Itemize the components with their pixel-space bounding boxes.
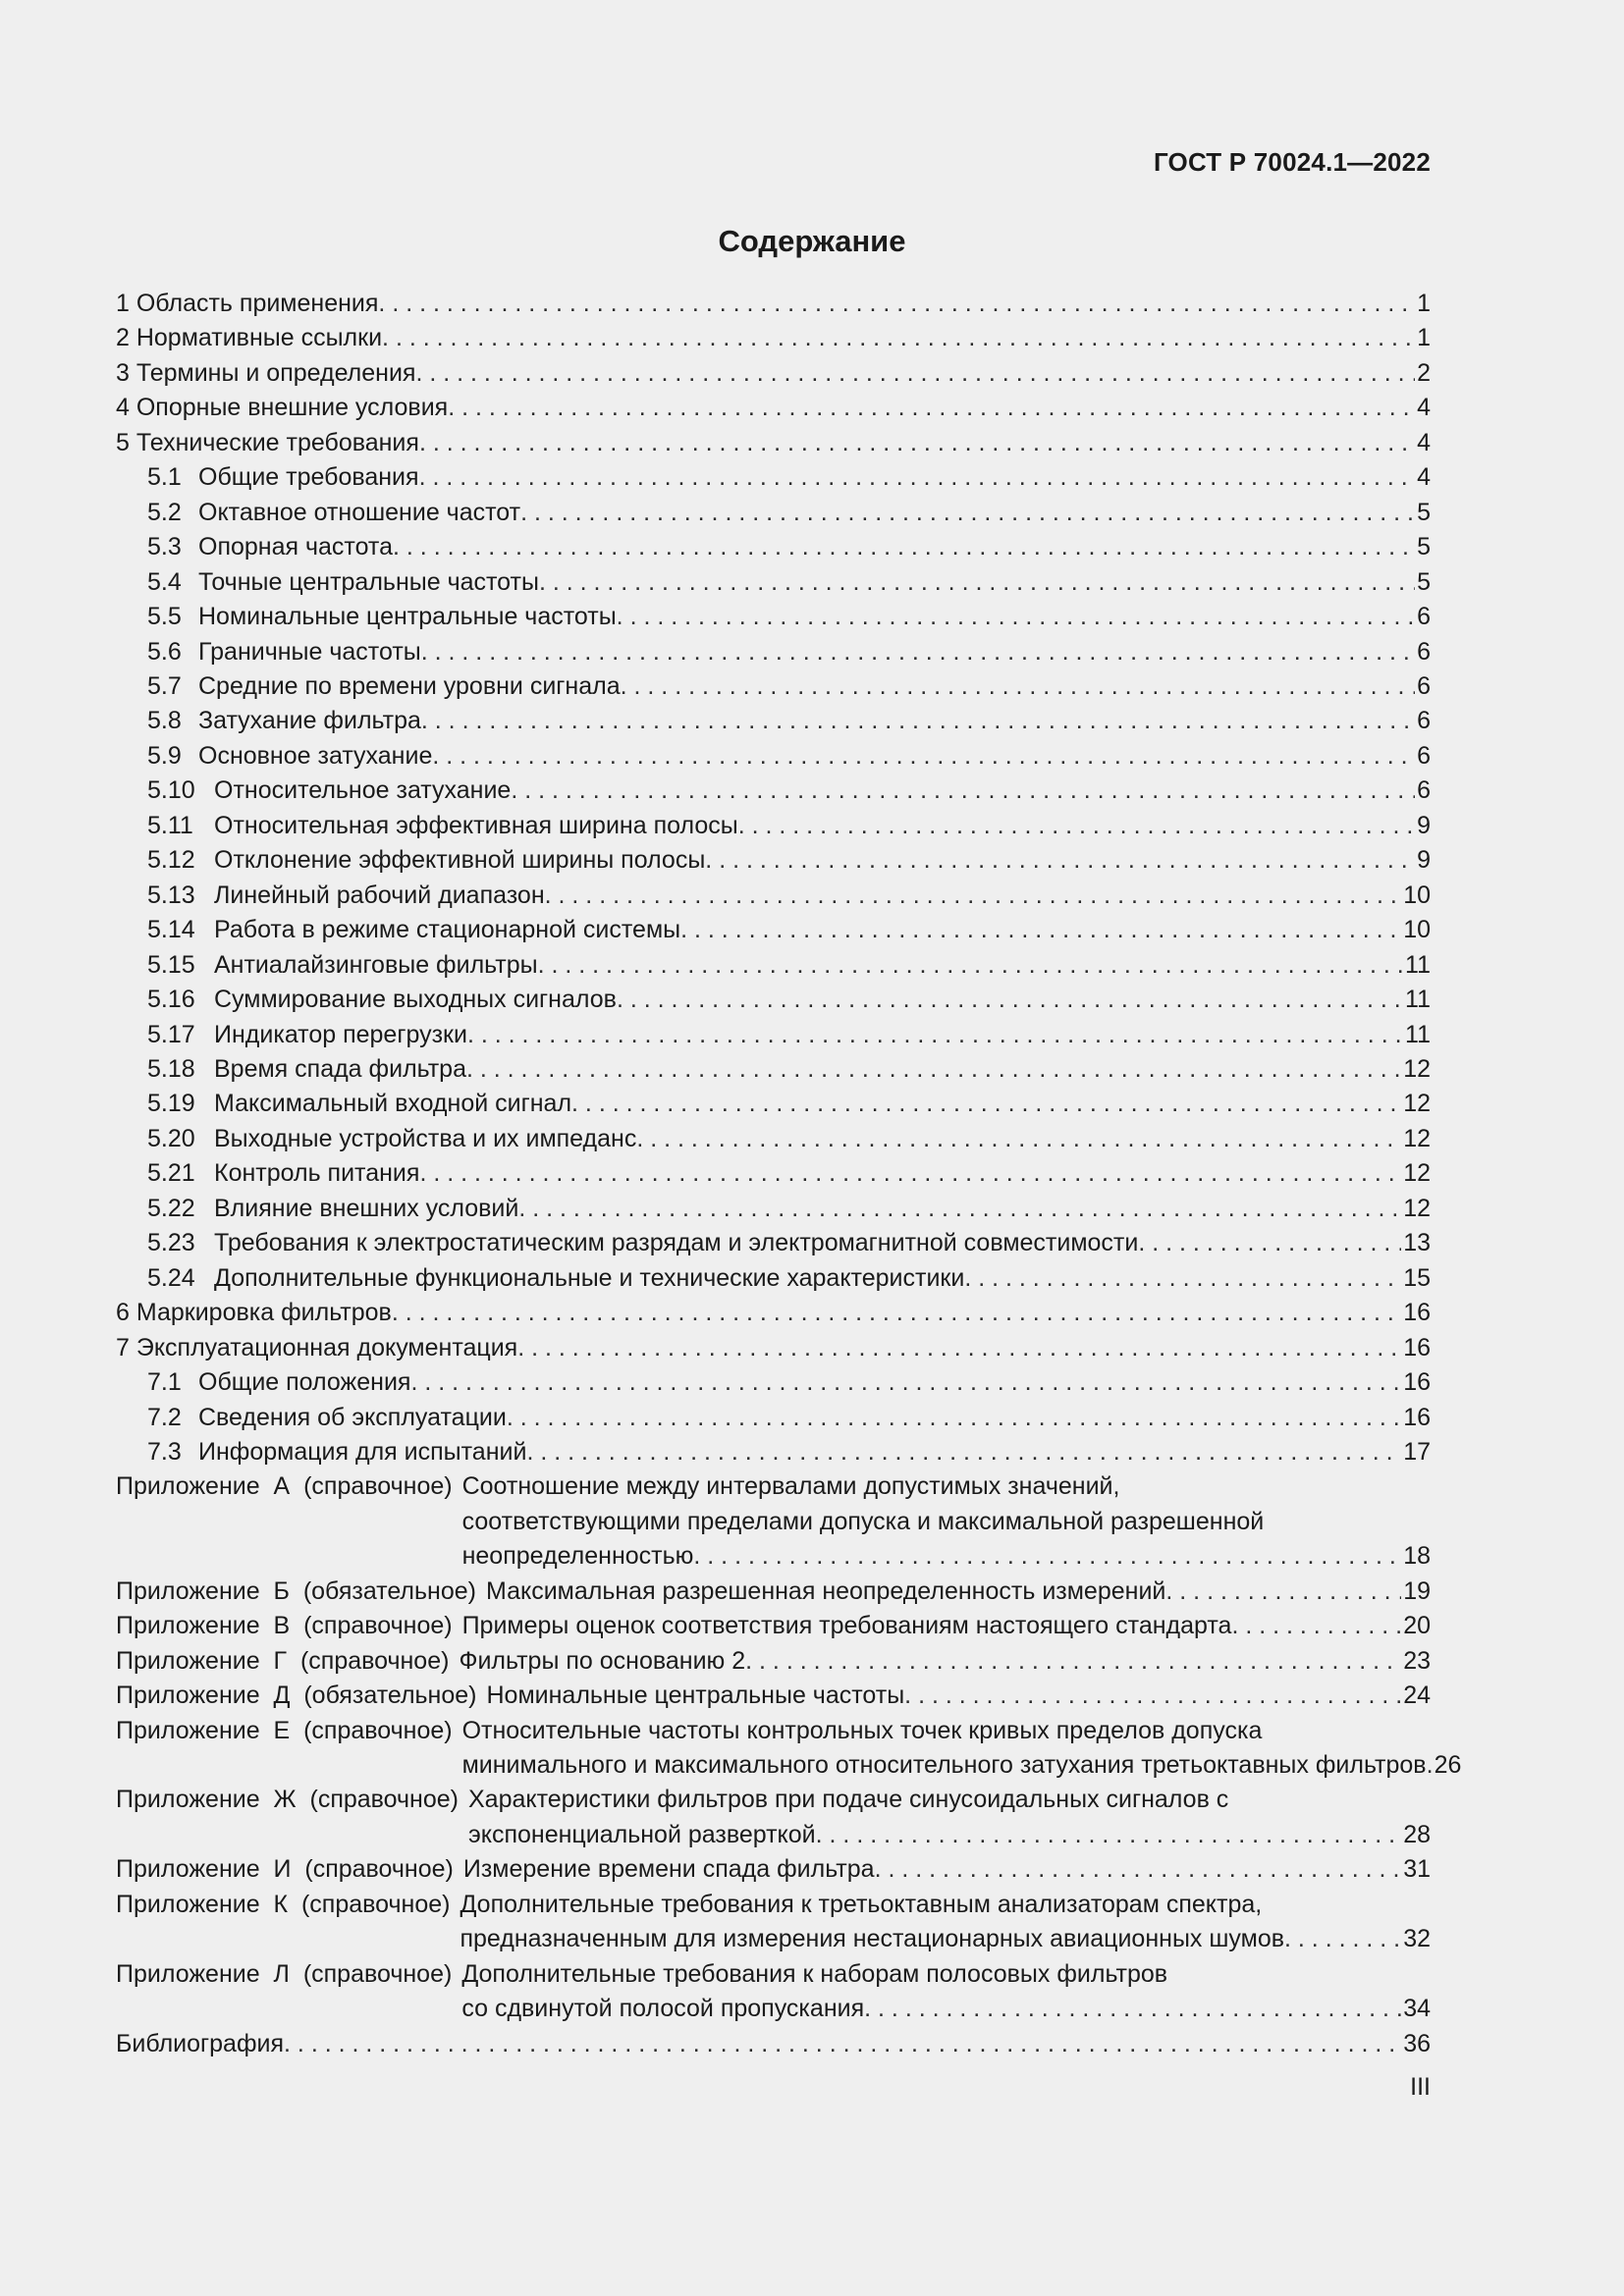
toc-entry-text: 6 Маркировка фильтров: [116, 1299, 392, 1327]
subsection-number: 5.7: [147, 671, 182, 700]
subsection-title: Индикатор перегрузки: [214, 1020, 467, 1048]
appendix-title-text: предназначенным для измерения нестационарных авиационных шумов: [460, 1925, 1285, 1953]
dot-leader: [816, 1818, 1402, 1852]
toc-page-number: 6: [1417, 637, 1431, 666]
toc-subsection[interactable]: [116, 1122, 1431, 1156]
toc-subsection-label: [147, 460, 419, 495]
dot-leader: [864, 1992, 1401, 2026]
toc-page-number: 16: [1403, 1299, 1431, 1327]
toc-appendix[interactable]: [116, 1679, 1431, 1713]
toc-page-number: 9: [1417, 811, 1431, 839]
subsection-title: Влияние внешних условий: [214, 1194, 519, 1222]
appendix-title-line: [462, 1609, 1431, 1643]
toc-page-number: 31: [1403, 1855, 1431, 1884]
toc-subsection[interactable]: [116, 983, 1431, 1017]
toc-page-number: 16: [1403, 1333, 1431, 1362]
toc-subsection-label: [147, 1087, 571, 1121]
dot-leader: [705, 843, 1415, 878]
appendix-title-line: [486, 1575, 1431, 1609]
dot-leader: [284, 2027, 1401, 2061]
dot-leader: [421, 704, 1415, 738]
appendix-label: Приложение Л (справочное): [116, 1959, 453, 1988]
appendix-label: Приложение Ж (справочное): [116, 1786, 459, 1814]
subsection-number: 5.21: [147, 1159, 195, 1188]
appendix-label: Приложение Б (обязательное): [116, 1576, 476, 1605]
appendix-title: [461, 1714, 1462, 1784]
dot-leader: [617, 983, 1403, 1017]
toc-subsection[interactable]: [116, 1261, 1431, 1296]
toc-section[interactable]: [116, 391, 1431, 425]
toc-page-number: 12: [1403, 1159, 1431, 1188]
toc-subsection-label: [147, 1156, 419, 1191]
toc-section[interactable]: [116, 1331, 1431, 1365]
toc-page-number: 5: [1417, 498, 1431, 526]
toc-page-number: 4: [1417, 463, 1431, 492]
subsection-number: 5.11: [147, 811, 193, 839]
subsection-title: Антиалайзинговые фильтры: [214, 950, 538, 979]
subsection-number: 5.14: [147, 916, 195, 944]
appendix-title-line: [459, 1644, 1431, 1679]
appendix-title-text: Измерение времени спада фильтра: [462, 1855, 875, 1884]
toc-page-number: 11: [1405, 950, 1431, 979]
dot-leader: [415, 356, 1415, 391]
appendix-label: Приложение Д (обязательное): [116, 1682, 477, 1710]
toc-subsection-label: [147, 948, 538, 983]
subsection-title: Информация для испытаний: [198, 1437, 527, 1466]
appendix-label: Приложение Г (справочное): [116, 1646, 450, 1675]
subsection-number: 5.6: [147, 637, 182, 666]
toc-appendix[interactable]: [116, 1469, 1431, 1574]
appendix-label: Приложение А (справочное): [116, 1472, 453, 1501]
dot-leader: [693, 1539, 1401, 1574]
appendix-title-line: [461, 1748, 1462, 1783]
toc-section[interactable]: [116, 1296, 1431, 1330]
toc-page-number: 12: [1403, 1090, 1431, 1118]
toc-page-number: 16: [1403, 1403, 1431, 1431]
dot-leader: [419, 1156, 1401, 1191]
page-number: III: [1410, 2073, 1431, 2101]
appendix-title: [462, 1609, 1431, 1643]
subsection-title: Основное затухание: [198, 741, 433, 770]
appendix-title-text: со сдвинутой полосой пропускания: [461, 1995, 865, 2023]
toc-subsection-label: [147, 669, 621, 704]
subsection-title: Выходные устройства и их импеданс: [214, 1124, 637, 1152]
appendix-title-text: Фильтры по основанию 2: [459, 1646, 746, 1675]
subsection-number: 5.2: [147, 498, 182, 526]
dot-leader: [904, 1679, 1401, 1713]
toc-subsection-label: [147, 635, 421, 669]
subsection-number: 5.16: [147, 986, 195, 1014]
dot-leader: [507, 1401, 1401, 1435]
toc-subsection[interactable]: [116, 1052, 1431, 1087]
toc-entry-text: Библиография: [116, 2029, 285, 2057]
toc-subsection[interactable]: [116, 496, 1431, 530]
subsection-title: Средние по времени уровни сигнала: [198, 671, 621, 700]
toc-page-number: 10: [1403, 881, 1431, 909]
appendix-title-text: экспоненциальной разверткой: [468, 1820, 816, 1848]
toc-entry-text: 1 Область применения: [116, 290, 379, 317]
toc-subsection-label: [147, 600, 617, 634]
appendix-title-text: неопределенностью: [461, 1542, 694, 1571]
toc-page-number: 20: [1403, 1612, 1431, 1640]
dot-leader: [745, 1644, 1401, 1679]
subsection-number: 5.23: [147, 1229, 195, 1257]
toc-subsection[interactable]: [116, 1156, 1431, 1191]
appendix-title-line: [460, 1922, 1431, 1956]
dot-leader: [392, 1296, 1401, 1330]
subsection-title: Время спада фильтра: [214, 1054, 466, 1083]
toc-subsection-label: [147, 913, 680, 947]
subsection-number: 5.24: [147, 1263, 195, 1292]
toc-subsection-label: [147, 774, 511, 808]
dot-leader: [1165, 1575, 1401, 1609]
dot-leader: [448, 391, 1415, 425]
subsection-number: 5.17: [147, 1020, 195, 1048]
appendix-title-text: минимального и максимального относительного затухания третьоктавных фильтров: [461, 1751, 1427, 1780]
appendix-title-line: [487, 1679, 1432, 1713]
toc-page-number: 34: [1403, 1995, 1431, 2023]
toc-subsection[interactable]: [116, 913, 1431, 947]
appendix-title-text: Примеры оценок соответствия требованиям настоящего стандарта: [461, 1612, 1232, 1640]
dot-leader: [520, 496, 1415, 530]
toc-page-number: 1: [1417, 324, 1431, 352]
toc-subsection-label: [147, 1365, 410, 1400]
toc-page-number: 18: [1403, 1542, 1431, 1571]
toc-page-number: 11: [1405, 986, 1431, 1014]
dot-leader: [419, 426, 1415, 460]
toc-page-number: 6: [1417, 741, 1431, 770]
subsection-number: 5.18: [147, 1054, 195, 1083]
toc-page-number: 36: [1403, 2029, 1431, 2057]
subsection-number: 5.8: [147, 707, 182, 735]
appendix-title-line: [461, 1992, 1431, 2026]
toc-page-number: 28: [1403, 1820, 1431, 1848]
toc-page-number: 6: [1417, 671, 1431, 700]
dot-leader: [680, 913, 1401, 947]
toc-appendix[interactable]: [116, 1575, 1431, 1609]
subsection-number: 5.3: [147, 533, 182, 561]
subsection-title: Максимальный входной сигнал: [214, 1090, 572, 1118]
toc-subsection[interactable]: [116, 1192, 1431, 1226]
toc-page-number: 5: [1417, 533, 1431, 561]
appendix-title: [463, 1852, 1431, 1887]
subsection-title: Требования к электростатическим разрядам и электромагнитной совместимости: [214, 1229, 1139, 1257]
toc-subsection[interactable]: [116, 1087, 1431, 1121]
subsection-number: 5.20: [147, 1124, 195, 1152]
page-title: Содержание: [718, 224, 906, 258]
toc-appendix[interactable]: [116, 1852, 1431, 1887]
document-code: ГОСТ Р 70024.1—2022: [1153, 147, 1431, 177]
toc-subsection-label: [147, 1122, 636, 1156]
toc-subsection-label: [147, 739, 432, 774]
toc-page-number: 23: [1403, 1646, 1431, 1675]
appendix-title-line: Относительные частоты контрольных точек кривых пределов допуска: [461, 1716, 1263, 1744]
dot-leader: [617, 600, 1415, 634]
subsection-number: 5.12: [147, 846, 195, 875]
toc-subsection-label: [147, 1226, 1138, 1260]
subsection-title: Суммирование выходных сигналов: [214, 986, 617, 1014]
dot-leader: [517, 1331, 1401, 1365]
appendix-title-line: Дополнительные требования к наборам полосовых фильтров: [461, 1959, 1168, 1988]
toc-section[interactable]: [116, 356, 1431, 391]
appendix-title: [486, 1575, 1431, 1609]
subsection-number: 5.19: [147, 1090, 195, 1118]
toc-subsection[interactable]: [116, 879, 1431, 913]
toc-entry-bibliography[interactable]: [116, 2027, 1431, 2061]
appendix-label: Приложение Е (справочное): [116, 1716, 453, 1744]
toc-subsection[interactable]: [116, 1226, 1431, 1260]
appendix-title-line: [468, 1818, 1431, 1852]
toc-subsection[interactable]: [116, 565, 1431, 600]
toc-subsection[interactable]: [116, 1365, 1431, 1400]
toc-page-number: 6: [1417, 707, 1431, 735]
subsection-number: 7.3: [147, 1437, 182, 1466]
subsection-number: 5.10: [147, 776, 195, 805]
dot-leader: [964, 1261, 1401, 1296]
appendix-title-text: Максимальная разрешенная неопределенность измерений: [485, 1576, 1166, 1605]
appendix-label: Приложение И (справочное): [116, 1855, 454, 1884]
subsection-number: 5.5: [147, 603, 182, 631]
toc-page-number: 24: [1403, 1682, 1431, 1710]
toc-subsection-label: [147, 1401, 507, 1435]
toc-subsection-label: [147, 565, 539, 600]
toc-page-number: 4: [1417, 394, 1431, 422]
appendix-title: [462, 1469, 1431, 1574]
toc-entry-text: 2 Нормативные ссылки: [116, 324, 383, 352]
dot-leader: [466, 1052, 1401, 1087]
toc-page-number: 15: [1403, 1263, 1431, 1292]
dot-leader: [571, 1087, 1401, 1121]
dot-leader: [526, 1435, 1401, 1469]
dot-leader: [467, 1018, 1403, 1052]
subsection-number: 7.1: [147, 1368, 182, 1397]
toc-page-number: 11: [1405, 1020, 1431, 1048]
toc-subsection[interactable]: [116, 635, 1431, 669]
toc-subsection[interactable]: [116, 1401, 1431, 1435]
subsection-title: Дополнительные функциональные и технические характеристики: [214, 1263, 965, 1292]
dot-leader: [738, 809, 1415, 843]
subsection-number: 5.22: [147, 1194, 195, 1222]
dot-leader: [393, 530, 1415, 564]
toc-subsection-label: [147, 983, 617, 1017]
appendix-title: [459, 1644, 1431, 1679]
toc-page-number: 9: [1417, 846, 1431, 875]
toc-subsection-label: [147, 530, 393, 564]
appendix-title-line: [463, 1852, 1431, 1887]
toc-page-number: 12: [1403, 1124, 1431, 1152]
toc-subsection-label: [147, 1261, 964, 1296]
appendix-title-line: Характеристики фильтров при подаче синусоидальных сигналов с: [468, 1786, 1229, 1814]
appendix-title-line: соответствующими пределами допуска и максимальной разрешенной: [461, 1507, 1265, 1535]
subsection-title: Контроль питания: [214, 1159, 420, 1188]
subsection-number: 5.1: [147, 463, 182, 492]
table-of-contents: [116, 287, 1462, 2061]
subsection-title: Опорная частота: [198, 533, 394, 561]
toc-page-number: 32: [1403, 1925, 1431, 1953]
toc-subsection[interactable]: [116, 809, 1431, 843]
dot-leader: [875, 1852, 1402, 1887]
toc-subsection-label: [147, 1435, 526, 1469]
toc-subsection-label: [147, 843, 705, 878]
subsection-title: Линейный рабочий диапазон: [214, 881, 545, 909]
appendix-title-line: Дополнительные требования к третьоктавным анализаторам спектра,: [460, 1890, 1263, 1918]
toc-page-number: 6: [1417, 603, 1431, 631]
dot-leader: [378, 287, 1415, 321]
appendix-label: Приложение К (справочное): [116, 1890, 451, 1918]
subsection-title: Октавное отношение частот: [198, 498, 521, 526]
toc-page-number: 5: [1417, 567, 1431, 596]
toc-subsection-label: [147, 809, 738, 843]
appendix-title-text: Номинальные центральные частоты: [486, 1682, 905, 1710]
toc-subsection-label: [147, 496, 520, 530]
dot-leader: [539, 565, 1415, 600]
subsection-title: Относительная эффективная ширина полосы: [214, 811, 738, 839]
dot-leader: [382, 321, 1415, 355]
subsection-title: Точные центральные частоты: [198, 567, 539, 596]
subsection-title: Общие требования: [198, 463, 419, 492]
toc-section[interactable]: [116, 287, 1431, 321]
subsection-title: Общие положения: [198, 1368, 411, 1397]
toc-subsection-label: [147, 879, 545, 913]
subsection-number: 5.9: [147, 741, 182, 770]
toc-subsection-label: [147, 704, 421, 738]
toc-appendix[interactable]: [116, 1957, 1431, 2027]
toc-page-number: 16: [1403, 1368, 1431, 1397]
toc-page-number: 2: [1417, 358, 1431, 387]
subsection-title: Работа в режиме стационарной системы: [214, 916, 681, 944]
subsection-title: Затухание фильтра: [198, 707, 421, 735]
dot-leader: [1231, 1609, 1401, 1643]
toc-page-number: 4: [1417, 428, 1431, 456]
dot-leader: [1138, 1226, 1401, 1260]
toc-subsection-label: [147, 1018, 467, 1052]
toc-subsection[interactable]: [116, 774, 1431, 808]
dot-leader: [511, 774, 1415, 808]
toc-subsection[interactable]: [116, 1018, 1431, 1052]
toc-subsection[interactable]: [116, 948, 1431, 983]
subsection-title: Отклонение эффективной ширины полосы: [214, 846, 706, 875]
toc-page-number: 13: [1403, 1229, 1431, 1257]
dot-leader: [419, 460, 1416, 495]
toc-entry-text: 3 Термины и определения: [116, 358, 416, 387]
appendix-title: [468, 1783, 1431, 1852]
toc-subsection[interactable]: [116, 1435, 1431, 1469]
toc-entry-text: 5 Технические требования: [116, 428, 419, 456]
toc-page-number: 19: [1403, 1576, 1431, 1605]
toc-page-number: 10: [1403, 916, 1431, 944]
subsection-number: 5.4: [147, 567, 182, 596]
toc-subsection[interactable]: [116, 739, 1431, 774]
toc-subsection-label: [147, 1192, 518, 1226]
toc-appendix[interactable]: [116, 1783, 1431, 1852]
dot-leader: [545, 879, 1402, 913]
toc-appendix[interactable]: [116, 1609, 1431, 1643]
dot-leader: [410, 1365, 1401, 1400]
toc-section[interactable]: [116, 426, 1431, 460]
dot-leader: [421, 635, 1415, 669]
toc-entry-text: 4 Опорные внешние условия: [116, 394, 449, 422]
subsection-title: Номинальные центральные частоты: [198, 603, 617, 631]
subsection-title: Сведения об эксплуатации: [198, 1403, 507, 1431]
toc-subsection-label: [147, 1052, 466, 1087]
dot-leader: [432, 739, 1415, 774]
subsection-number: 7.2: [147, 1403, 182, 1431]
toc-page-number: 26: [1434, 1751, 1462, 1780]
toc-subsection[interactable]: [116, 669, 1431, 704]
toc-appendix[interactable]: [116, 1888, 1431, 1957]
toc-subsection[interactable]: [116, 704, 1431, 738]
toc-subsection[interactable]: [116, 530, 1431, 564]
toc-appendix[interactable]: [116, 1644, 1431, 1679]
toc-page-number: 1: [1417, 290, 1431, 317]
toc-page-number: 17: [1403, 1437, 1431, 1466]
subsection-number: 5.13: [147, 881, 195, 909]
appendix-title: [487, 1679, 1432, 1713]
dot-leader: [1284, 1922, 1401, 1956]
toc-appendix[interactable]: [116, 1714, 1462, 1784]
appendix-title: [461, 1957, 1431, 2027]
toc-subsection[interactable]: [116, 843, 1431, 878]
appendix-title-line: Соотношение между интервалами допустимых значений,: [461, 1472, 1120, 1501]
dot-leader: [518, 1192, 1401, 1226]
appendix-title-line: [462, 1539, 1431, 1574]
toc-page-number: 6: [1417, 776, 1431, 805]
subsection-number: 5.15: [147, 950, 195, 979]
subsection-title: Граничные частоты: [198, 637, 421, 666]
appendix-title: [460, 1888, 1431, 1957]
toc-subsection[interactable]: [116, 600, 1431, 634]
toc-section[interactable]: [116, 321, 1431, 355]
toc-page-number: 12: [1403, 1054, 1431, 1083]
toc-subsection[interactable]: [116, 460, 1431, 495]
dot-leader: [538, 948, 1403, 983]
dot-leader: [621, 669, 1415, 704]
toc-page-number: 12: [1403, 1194, 1431, 1222]
toc-entry-text: 7 Эксплуатационная документация: [116, 1333, 518, 1362]
subsection-title: Относительное затухание: [214, 776, 512, 805]
dot-leader: [636, 1122, 1401, 1156]
appendix-label: Приложение В (справочное): [116, 1612, 453, 1640]
